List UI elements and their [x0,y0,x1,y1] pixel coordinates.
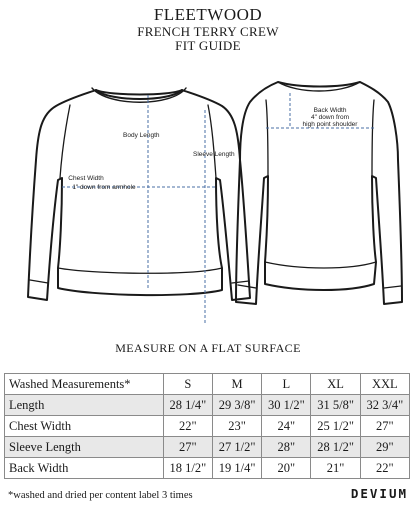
brand-logo: DEVIUM [350,486,408,501]
chest-width-label: Chest Width [68,175,104,182]
back-width-label: Back Width [313,107,347,114]
row-label: Back Width [5,458,164,479]
table-cell: 31 5/8" [311,395,360,416]
table-cell: 29" [360,437,409,458]
size-table [4,373,410,479]
row-label: Sleeve Length [5,437,164,458]
chest-width-note: 1" down from armhole [72,184,136,191]
measure-heading: MEASURE ON A FLAT SURFACE [115,341,301,355]
row-label: Length [5,395,164,416]
table-cell: 28 1/2" [311,437,360,458]
body-length-label: Body Length [123,132,160,139]
table-cell: 20" [262,458,311,479]
front-guide-lines [62,95,216,325]
table-row-length [5,395,410,416]
table-cell: 27" [360,416,409,437]
table-cell: 28 1/4" [163,395,212,416]
product-title: FLEETWOOD [153,5,263,24]
table-cell: 18 1/2" [163,458,212,479]
front-sweatshirt-sketch [28,88,250,300]
table-cell: 23" [212,416,261,437]
sleeve-length-label: Sleeve Length [193,151,235,158]
table-cell: 19 1/4" [212,458,261,479]
size-header-l: L [262,374,311,395]
table-row-sleeve-length [5,437,410,458]
table-cell: 32 3/4" [360,395,409,416]
table-cell: 21" [311,458,360,479]
table-header-label: Washed Measurements* [5,374,164,395]
back-width-note: 4" down from [310,114,350,121]
table-cell: 22" [163,416,212,437]
size-header-s: S [163,374,212,395]
size-header-m: M [212,374,261,395]
product-subtitle: FRENCH TERRY CREW [137,23,279,39]
table-row-chest-width [5,416,410,437]
table-cell: 24" [262,416,311,437]
row-label: Chest Width [5,416,164,437]
size-header-row [5,374,410,395]
table-cell: 29 3/8" [212,395,261,416]
back-width-note-2: high point shoulder [302,121,358,128]
table-cell: 27 1/2" [212,437,261,458]
size-header-xxl: XXL [360,374,409,395]
table-cell: 30 1/2" [262,395,311,416]
footnote: *washed and dried per content label 3 times [8,490,193,501]
table-cell: 22" [360,458,409,479]
table-cell: 25 1/2" [311,416,360,437]
table-cell: 27" [163,437,212,458]
table-row-back-width [5,458,410,479]
size-header-xl: XL [311,374,360,395]
table-cell: 28" [262,437,311,458]
guide-title: FIT GUIDE [175,37,241,53]
